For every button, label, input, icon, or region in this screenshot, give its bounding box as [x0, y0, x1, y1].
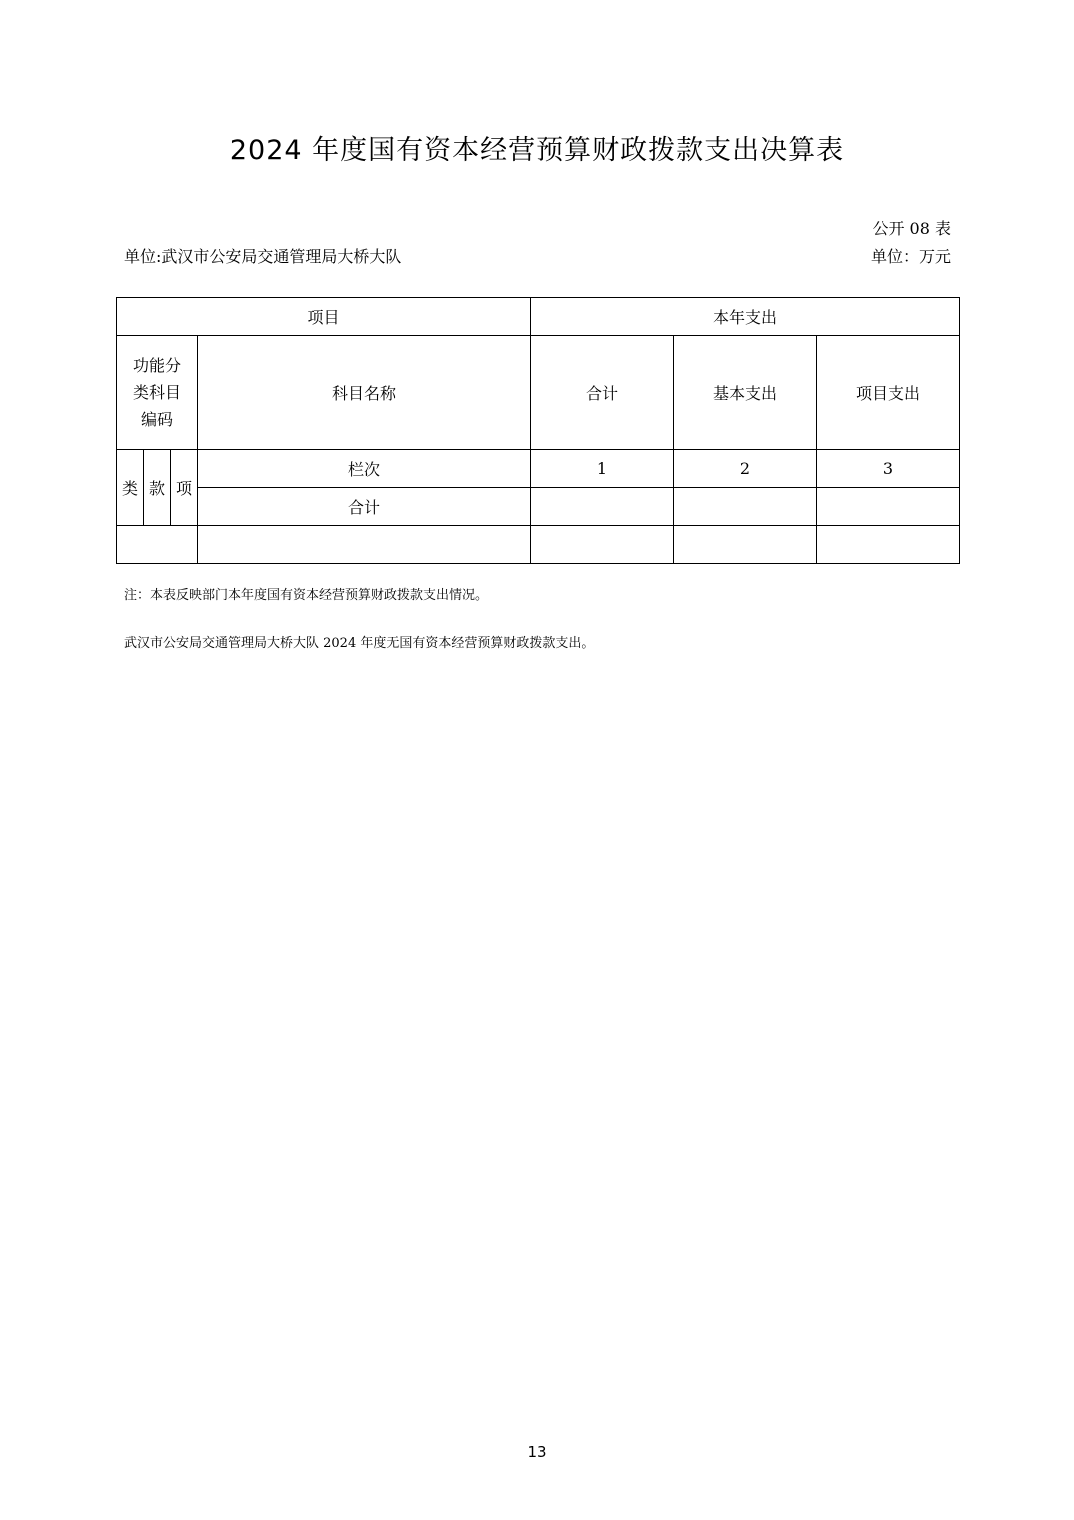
- subject-name-header: 科目名称: [198, 336, 531, 450]
- project-expenditure-header: 项目支出: [817, 336, 960, 450]
- total-header: 合计: [531, 336, 674, 450]
- function-code-line-2: 类科目: [132, 383, 181, 402]
- column-number-row: [117, 450, 960, 488]
- expenditure-table: [116, 297, 960, 564]
- column-number-label: 栏次: [198, 450, 531, 488]
- header-row-2: [117, 336, 960, 450]
- total-row: [117, 488, 960, 526]
- total-row-basic: [674, 488, 817, 526]
- total-row-total: [531, 488, 674, 526]
- empty-total-cell: [531, 526, 674, 564]
- header-row-1: [117, 298, 960, 336]
- page-title: 2024 年度国有资本经营预算财政拨款支出决算表: [229, 135, 845, 166]
- category-kuan: 款: [144, 450, 171, 526]
- category-xiang: 项: [171, 450, 198, 526]
- unit-organization: 单位:武汉市公安局交通管理局大桥大队: [124, 247, 402, 266]
- empty-name-cell: [198, 526, 531, 564]
- empty-code-cell: [117, 526, 198, 564]
- form-number: 公开 08 表: [872, 219, 951, 238]
- function-code-line-1: 功能分: [132, 356, 181, 375]
- category-lei: 类: [117, 450, 144, 526]
- unit-currency: 单位：万元: [870, 247, 951, 266]
- empty-basic-cell: [674, 526, 817, 564]
- function-code-line-3: 编码: [140, 410, 173, 429]
- total-row-project: [817, 488, 960, 526]
- table-note: 注：本表反映部门本年度国有资本经营预算财政拨款支出情况。: [124, 588, 489, 603]
- function-code-header: [117, 336, 198, 450]
- empty-row: [117, 526, 960, 564]
- no-expenditure-statement: 武汉市公安局交通管理局大桥大队 2024 年度无国有资本经营预算财政拨款支出。: [124, 636, 595, 651]
- column-number-2: 2: [674, 450, 817, 488]
- page-number: 13: [527, 1443, 547, 1461]
- basic-expenditure-header: 基本支出: [674, 336, 817, 450]
- column-number-3: 3: [817, 450, 960, 488]
- empty-project-cell: [817, 526, 960, 564]
- column-number-1: 1: [531, 450, 674, 488]
- total-row-label: 合计: [198, 488, 531, 526]
- header-current-year: 本年支出: [531, 298, 960, 336]
- header-item: 项目: [117, 298, 531, 336]
